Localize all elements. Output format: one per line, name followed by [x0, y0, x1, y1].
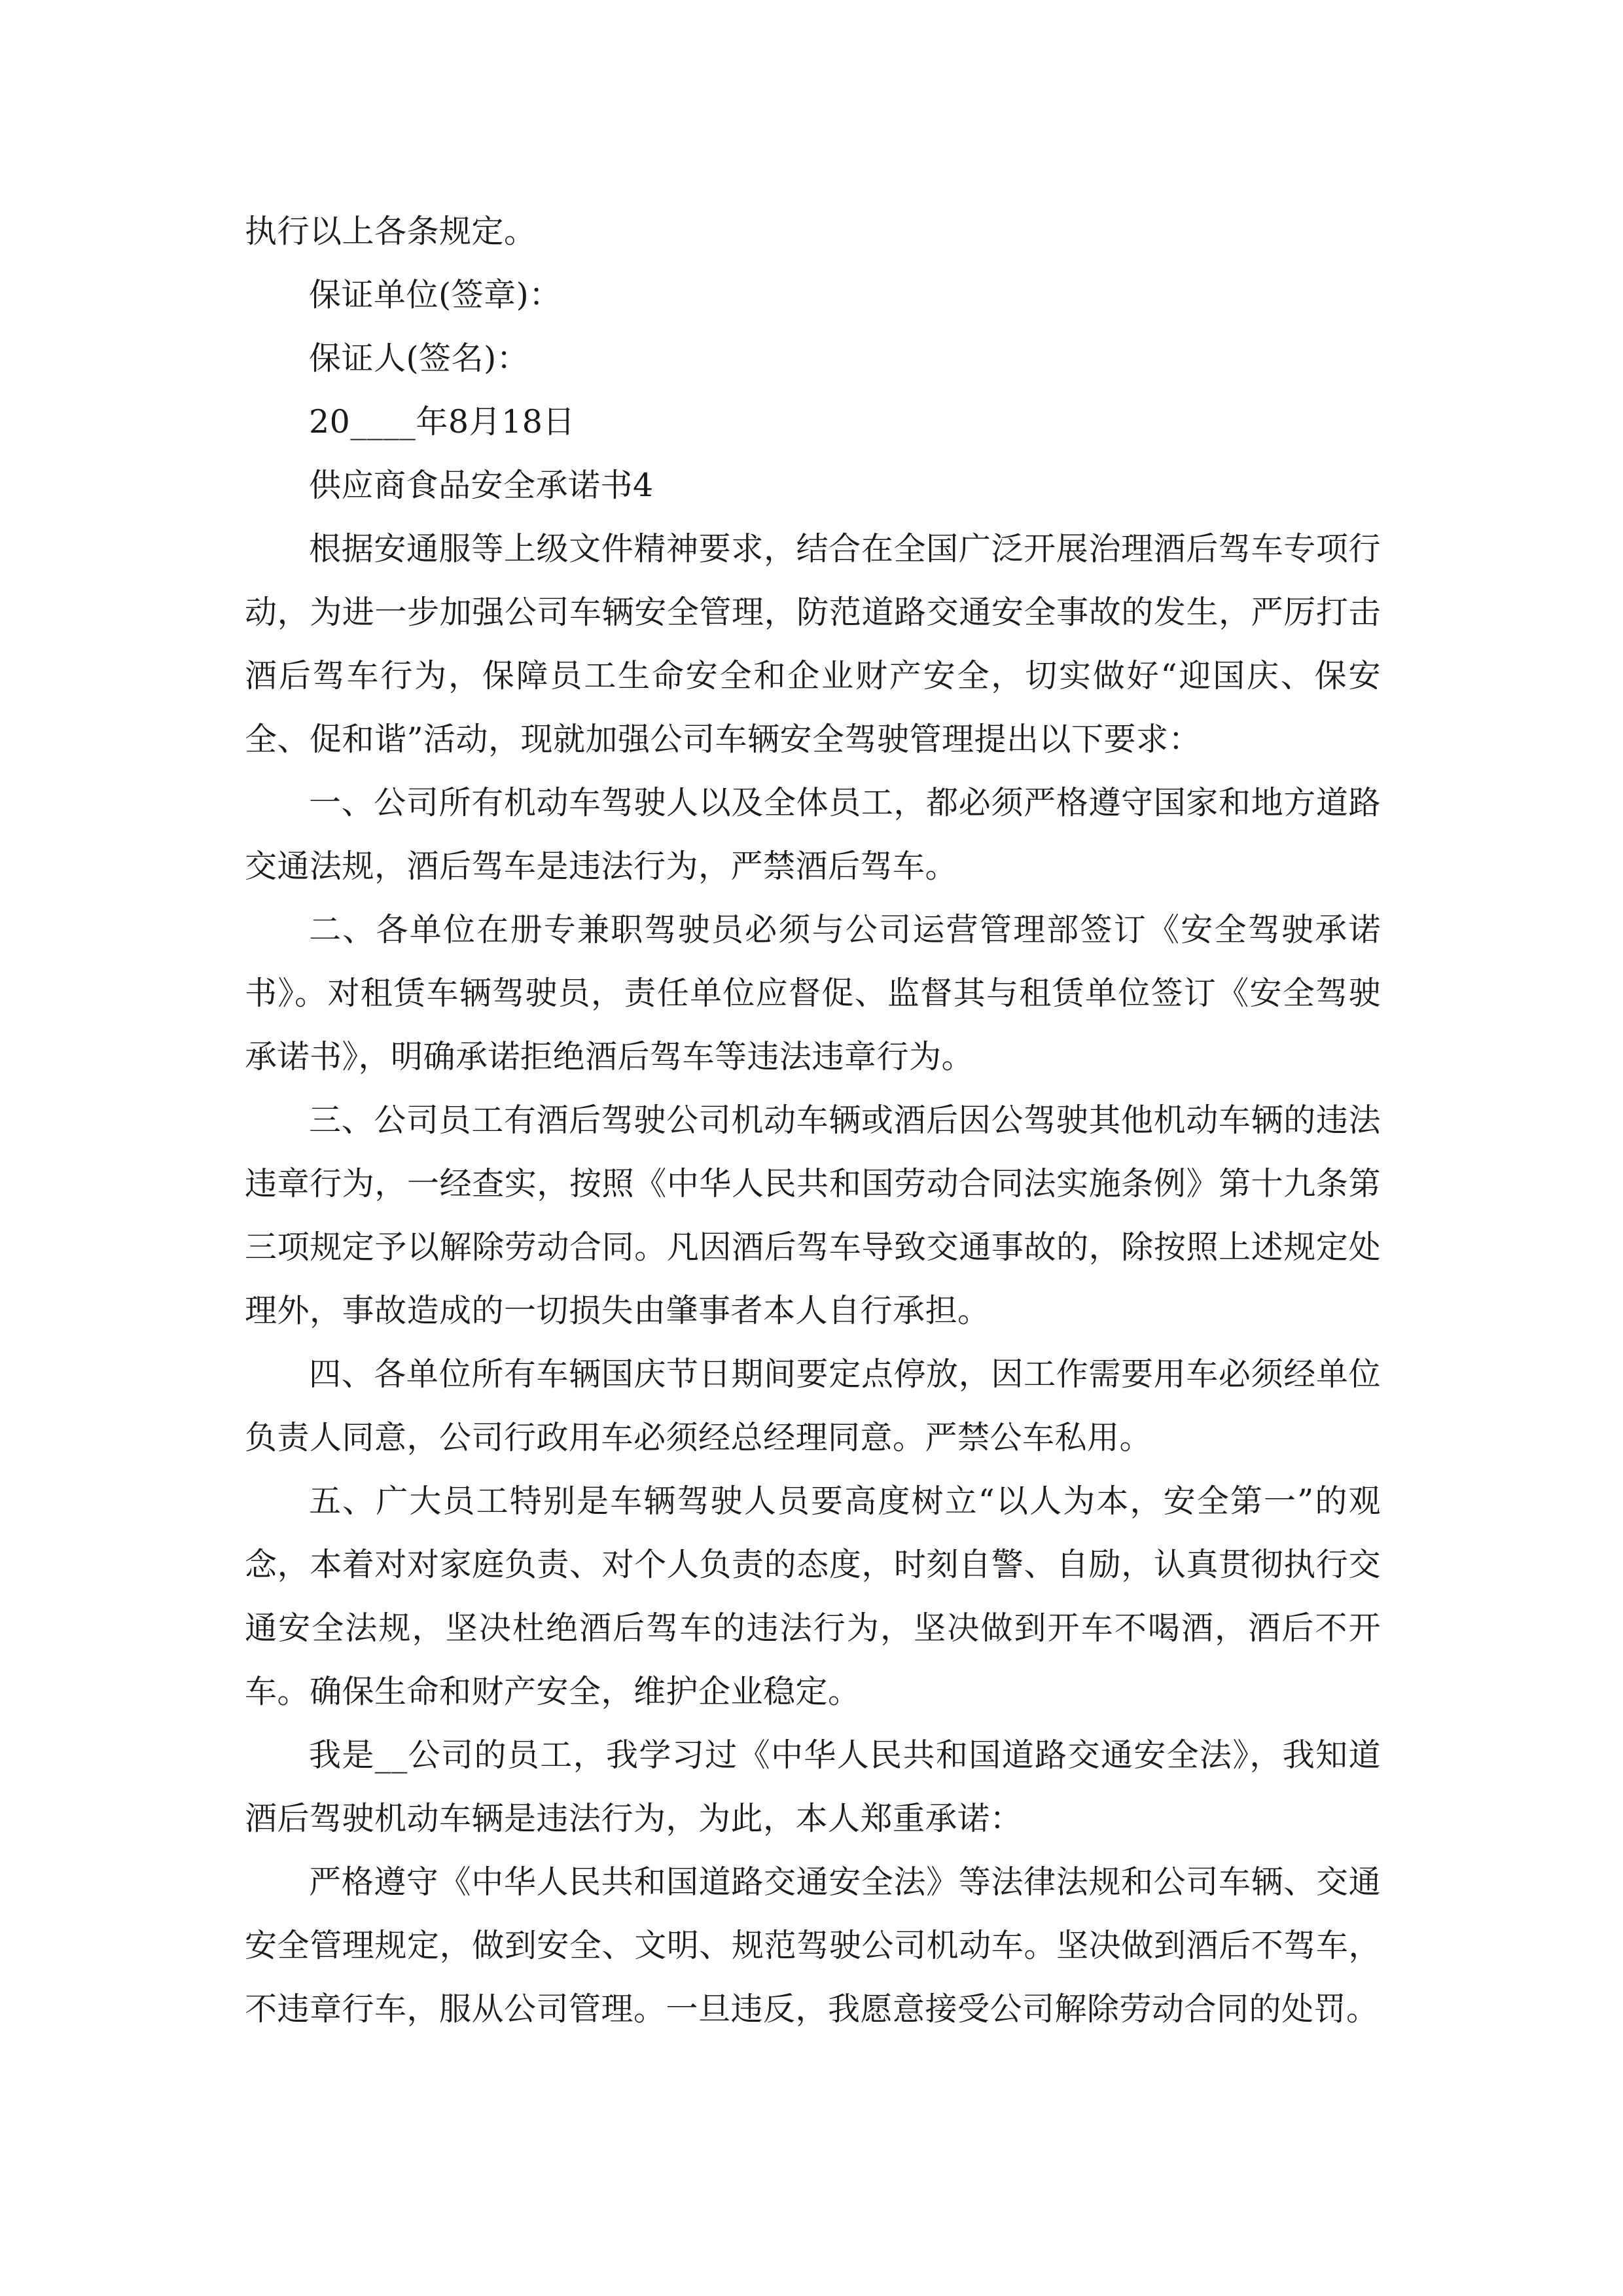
paragraph-item-2: 二、各单位在册专兼职驾驶员必须与公司运营管理部签订《安全驾驶承诺书》。对租赁车辆驾驶员，责任单位应督促、监督其与租赁单位签订《安全驾驶承诺书》，明确承诺拒绝酒后驾车等违法违章行为。 [245, 911, 1381, 1075]
paragraph-intro: 根据安通服等上级文件精神要求，结合在全国广泛开展治理酒后驾车专项行动，为进一步加强公司车辆安全管理，防范道路交通安全事故的发生，严厉打击酒后驾车行为，保障员工生命安全和企业财产安全，切实做好“迎国庆、保安全、促和谐”活动，现就加强公司车辆安全驾驶管理提出以下要求： [245, 530, 1381, 758]
paragraph-continuation: 执行以上各条规定。 [245, 213, 537, 250]
paragraph-item-4: 四、各单位所有车辆国庆节日期间要定点停放，因工作需要用车必须经单位负责人同意，公司行政用车必须经总经理同意。严禁公车私用。 [245, 1355, 1381, 1456]
paragraph-item-1: 一、公司所有机动车驾驶人以及全体员工，都必须严格遵守国家和地方道路交通法规，酒后驾车是违法行为，严禁酒后驾车。 [245, 784, 1381, 885]
paragraph-item-5: 五、广大员工特别是车辆驾驶人员要高度树立“以人为本，安全第一”的观念，本着对对家庭负责、对个人负责的态度，时刻自警、自励，认真贯彻执行交通安全法规，坚决杜绝酒后驾车的违法行为，坚决做到开车不喝酒，酒后不开车。确保生命和财产安全，维护企业稳定。 [245, 1482, 1381, 1710]
paragraph-item-3: 三、公司员工有酒后驾驶公司机动车辆或酒后因公驾驶其他机动车辆的违法违章行为，一经查实，按照《中华人民共和国劳动合同法实施条例》第十九条第三项规定予以解除劳动合同。凡因酒后驾车导致交通事故的，除按照上述规定处理外，事故造成的一切损失由肇事者本人自行承担。 [245, 1102, 1381, 1329]
paragraph-pledge-intro: 我是__公司的员工，我学习过《中华人民共和国道路交通安全法》，我知道酒后驾驶机动车辆是违法行为，为此，本人郑重承诺： [245, 1736, 1381, 1837]
guarantor-unit-line: 保证单位(签章)： [309, 276, 562, 314]
section-title: 供应商食品安全承诺书4 [309, 467, 654, 504]
paragraph-pledge: 严格遵守《中华人民共和国道路交通安全法》等法律法规和公司车辆、交通安全管理规定，做到安全、文明、规范驾驶公司机动车。坚决做到酒后不驾车，不违章行车，服从公司管理。一旦违反，我愿意接受公司解除劳动合同的处罚。 [245, 1863, 1381, 2028]
date-line: 20____年8月18日 [309, 403, 575, 440]
document-body [245, 200, 1381, 2041]
guarantor-person-line: 保证人(签名)： [309, 340, 529, 377]
